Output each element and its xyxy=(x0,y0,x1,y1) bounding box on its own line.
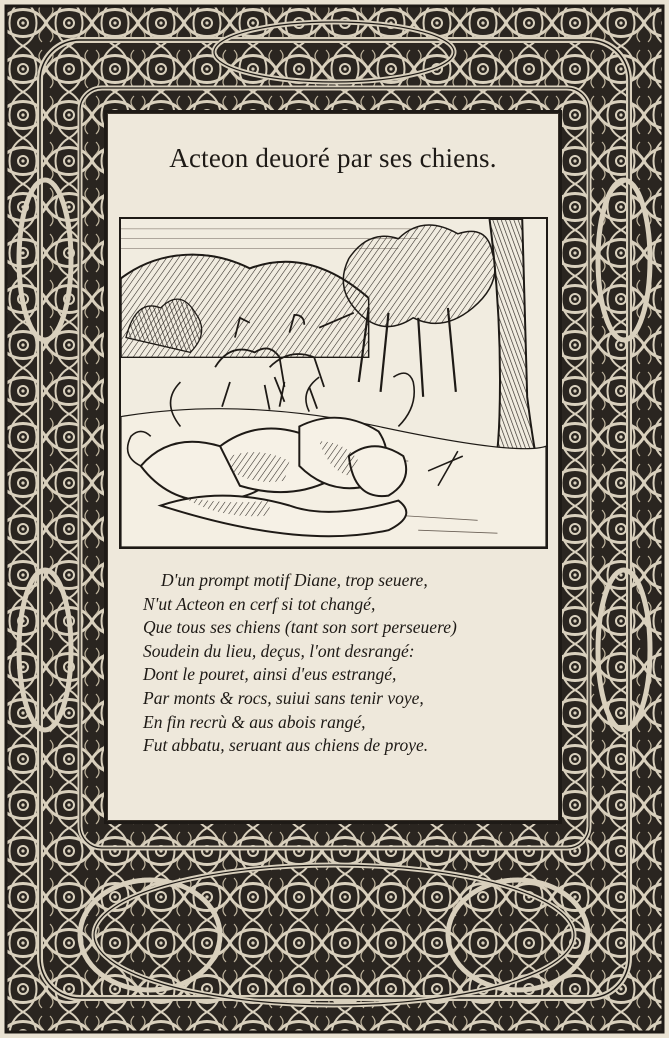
verse-line: N'ut Acteon en cerf si tot changé, xyxy=(143,593,376,614)
verse-line: D'un prompt motif Diane, trop seuere, xyxy=(161,570,428,590)
emblem-title: Acteon deuoré par ses chiens. xyxy=(169,143,497,173)
verse-line: Fut abbatu, seruant aus chiens de proye. xyxy=(143,735,429,756)
verse-line: Par monts & rocs, suiui sans tenir voye, xyxy=(143,687,424,708)
verse-stanza xyxy=(143,569,543,758)
verse-line: Que tous ses chiens (tant son sort perseuere) xyxy=(143,617,457,638)
verse-line: Soudein du lieu, deçus, l'ont desrangé: xyxy=(143,640,415,661)
verse-line: Dont le pouret, ainsi d'eus estrangé, xyxy=(143,664,397,685)
text-panel xyxy=(107,113,559,821)
woodcut-hunting-scene-icon xyxy=(119,217,548,549)
verse-line: En fin recrù & aus abois rangé, xyxy=(143,711,366,732)
